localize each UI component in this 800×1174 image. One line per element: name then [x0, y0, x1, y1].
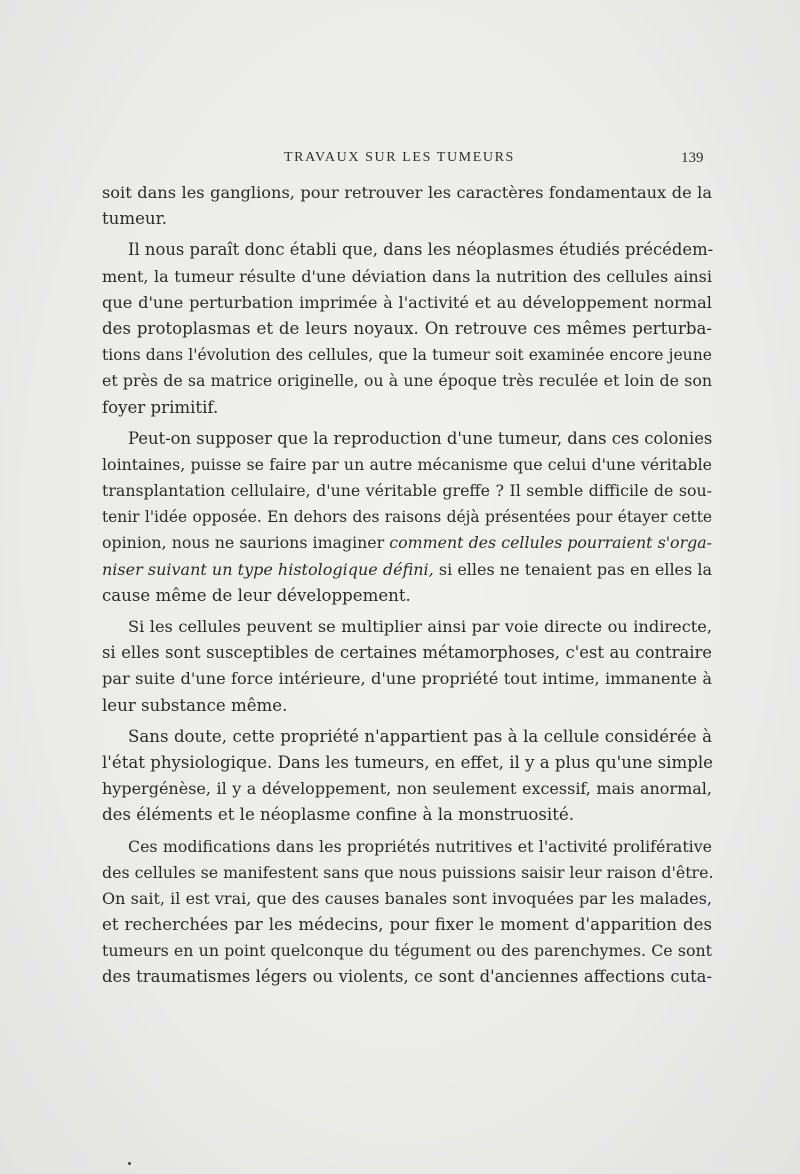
text-line: et près de sa matrice originelle, ou à une époque très reculée et loin de son: [102, 371, 712, 391]
text-line: des éléments et le néoplasme confine à la monstruosité.: [102, 805, 574, 825]
text-line: hypergénèse, il y a développement, non seulement excessif, mais anormal,: [102, 779, 712, 799]
text-line: tions dans l'évolution des cellules, que la tumeur soit examinée encore jeune: [102, 346, 712, 365]
text-line: si elles sont susceptibles de certaines métamorphoses, c'est au contraire: [102, 643, 712, 663]
text-line: et recherchées par les médecins, pour fixer le moment d'apparition des: [102, 915, 712, 935]
text-line-mixed: [102, 530, 712, 556]
text-line: Si les cellules peuvent se multiplier ainsi par voie directe ou indirecte,: [128, 617, 712, 636]
text-line: que d'une perturbation imprimée à l'activité et au développement normal: [102, 292, 712, 312]
text-line: Il nous paraît donc établi que, dans les néoplasmes étudiés précédem-: [128, 240, 714, 260]
page-number: 139: [681, 150, 704, 166]
text-line: soit dans les ganglions, pour retrouver les caractères fondamentaux de la: [102, 183, 712, 202]
text-run: si elles ne tenaient pas en elles la: [433, 559, 713, 579]
text-line: Ces modifications dans les propriétés nutritives et l'activité proliférative: [128, 836, 712, 856]
text-line-mixed: [102, 557, 712, 583]
text-line: tumeur.: [102, 209, 167, 229]
text-line: ment, la tumeur résulte d'une déviation dans la nutrition des cellules ainsi: [102, 266, 712, 286]
text-line: transplantation cellulaire, d'une véritable greffe ? Il semble difficile de sou-: [102, 481, 712, 501]
text-line: Sans doute, cette propriété n'appartient pas à la cellule considérée à: [128, 726, 712, 746]
text-line: par suite d'une force intérieure, d'une propriété tout intime, immanente à: [102, 669, 712, 689]
text-line: lointaines, puisse se faire par un autre mécanisme que celui d'une véritable: [102, 454, 712, 474]
text-line: tenir l'idée opposée. En dehors des raisons déjà présentées pour étayer cette: [102, 508, 712, 527]
italic-run: comment des cellules pourraient s'orga-: [389, 533, 712, 553]
body-text: [102, 180, 712, 991]
text-line: On sait, il est vrai, que des causes banales sont invoquées par les malades,: [102, 888, 712, 908]
text-line: tumeurs en un point quelconque du tégument ou des parenchymes. Ce sont: [102, 941, 712, 961]
text-line: des protoplasmas et de leurs noyaux. On retrouve ces mêmes perturba-: [102, 318, 712, 338]
text-line: leur substance même.: [102, 695, 288, 715]
paper-speck: [128, 1162, 131, 1165]
italic-run: niser suivant un type histologique défini,: [102, 559, 434, 579]
text-line: Peut-on supposer que la reproduction d'une tumeur, dans ces colonies: [128, 428, 713, 448]
page-header: [0, 150, 800, 170]
text-line: des cellules se manifestent sans que nous puissions saisir leur raison d'être.: [102, 862, 714, 882]
text-run: opinion, nous ne saurions imaginer: [102, 533, 390, 553]
text-line: l'état physiologique. Dans les tumeurs, en effet, il y a plus qu'une simple: [102, 752, 713, 772]
text-line: foyer primitif.: [102, 397, 219, 417]
text-line: cause même de leur développement.: [102, 585, 411, 605]
running-title: TRAVAUX SUR LES TUMEURS: [284, 150, 515, 165]
text-line: des traumatismes légers ou violents, ce sont d'anciennes affections cuta-: [102, 967, 712, 987]
